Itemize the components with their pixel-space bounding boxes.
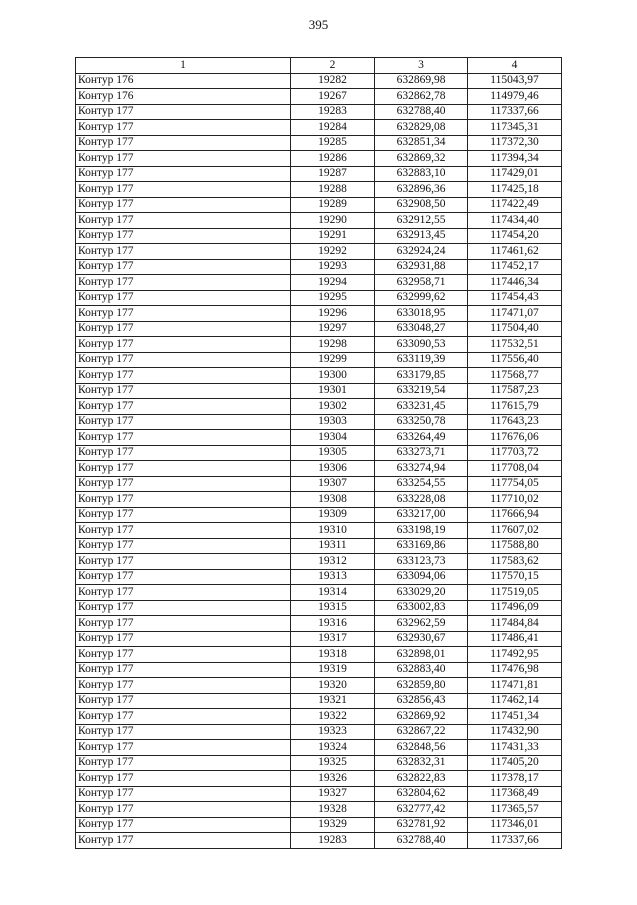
point-number-cell: 19303 xyxy=(291,414,375,430)
table-row xyxy=(76,399,562,415)
table-row xyxy=(76,554,562,570)
coordinate-x-cell: 633094,06 xyxy=(375,569,468,585)
table-row xyxy=(76,492,562,508)
point-number-cell: 19286 xyxy=(291,151,375,167)
contour-name-cell: Контур 177 xyxy=(76,120,291,136)
coordinate-x-cell: 633254,55 xyxy=(375,476,468,492)
contour-name-cell: Контур 177 xyxy=(76,151,291,167)
table-row xyxy=(76,104,562,120)
coordinate-x-cell: 632958,71 xyxy=(375,275,468,291)
coordinate-x-cell: 632898,01 xyxy=(375,647,468,663)
coordinate-y-cell: 117643,23 xyxy=(468,414,562,430)
coordinate-x-cell: 632962,59 xyxy=(375,616,468,632)
contour-name-cell: Контур 177 xyxy=(76,259,291,275)
coordinate-y-cell: 117496,09 xyxy=(468,600,562,616)
table-header xyxy=(76,58,562,74)
coordinates-table xyxy=(75,57,562,849)
point-number-cell: 19306 xyxy=(291,461,375,477)
coordinate-y-cell: 117666,94 xyxy=(468,507,562,523)
table-row xyxy=(76,616,562,632)
table-row xyxy=(76,166,562,182)
coordinate-x-cell: 633198,19 xyxy=(375,523,468,539)
contour-name-cell: Контур 177 xyxy=(76,523,291,539)
contour-name-cell: Контур 177 xyxy=(76,461,291,477)
contour-name-cell: Контур 177 xyxy=(76,182,291,198)
coordinate-x-cell: 633274,94 xyxy=(375,461,468,477)
point-number-cell: 19298 xyxy=(291,337,375,353)
point-number-cell: 19283 xyxy=(291,104,375,120)
table-row xyxy=(76,678,562,694)
column-header-4: 4 xyxy=(468,58,562,74)
coordinate-x-cell: 632869,32 xyxy=(375,151,468,167)
point-number-cell: 19314 xyxy=(291,585,375,601)
table-row xyxy=(76,383,562,399)
column-header-2: 2 xyxy=(291,58,375,74)
coordinate-y-cell: 117486,41 xyxy=(468,631,562,647)
coordinate-y-cell: 117754,05 xyxy=(468,476,562,492)
contour-name-cell: Контур 177 xyxy=(76,414,291,430)
point-number-cell: 19302 xyxy=(291,399,375,415)
table-row xyxy=(76,569,562,585)
contour-name-cell: Контур 177 xyxy=(76,352,291,368)
coordinate-x-cell: 633179,85 xyxy=(375,368,468,384)
contour-name-cell: Контур 176 xyxy=(76,73,291,89)
coordinate-y-cell: 117710,02 xyxy=(468,492,562,508)
coordinate-x-cell: 633219,54 xyxy=(375,383,468,399)
table-row xyxy=(76,89,562,105)
point-number-cell: 19299 xyxy=(291,352,375,368)
coordinate-y-cell: 117676,06 xyxy=(468,430,562,446)
table-row xyxy=(76,817,562,833)
contour-name-cell: Контур 177 xyxy=(76,833,291,849)
contour-name-cell: Контур 177 xyxy=(76,647,291,663)
coordinate-x-cell: 632848,56 xyxy=(375,740,468,756)
contour-name-cell: Контур 177 xyxy=(76,817,291,833)
table-row xyxy=(76,197,562,213)
table-row xyxy=(76,213,562,229)
coordinate-x-cell: 632788,40 xyxy=(375,104,468,120)
table-row xyxy=(76,802,562,818)
contour-name-cell: Контур 177 xyxy=(76,104,291,120)
point-number-cell: 19295 xyxy=(291,290,375,306)
point-number-cell: 19325 xyxy=(291,755,375,771)
coordinate-y-cell: 117446,34 xyxy=(468,275,562,291)
coordinate-y-cell: 117708,04 xyxy=(468,461,562,477)
coordinate-x-cell: 632867,22 xyxy=(375,724,468,740)
coordinate-y-cell: 117365,57 xyxy=(468,802,562,818)
point-number-cell: 19301 xyxy=(291,383,375,399)
coordinate-x-cell: 632851,34 xyxy=(375,135,468,151)
contour-name-cell: Контур 177 xyxy=(76,430,291,446)
contour-name-cell: Контур 177 xyxy=(76,740,291,756)
coordinate-y-cell: 117607,02 xyxy=(468,523,562,539)
point-number-cell: 19291 xyxy=(291,228,375,244)
coordinate-y-cell: 117394,34 xyxy=(468,151,562,167)
coordinate-y-cell: 114979,46 xyxy=(468,89,562,105)
contour-name-cell: Контур 177 xyxy=(76,600,291,616)
table-row xyxy=(76,476,562,492)
coordinate-x-cell: 633119,39 xyxy=(375,352,468,368)
point-number-cell: 19310 xyxy=(291,523,375,539)
contour-name-cell: Контур 177 xyxy=(76,290,291,306)
point-number-cell: 19290 xyxy=(291,213,375,229)
point-number-cell: 19308 xyxy=(291,492,375,508)
point-number-cell: 19329 xyxy=(291,817,375,833)
point-number-cell: 19327 xyxy=(291,786,375,802)
point-number-cell: 19284 xyxy=(291,120,375,136)
point-number-cell: 19294 xyxy=(291,275,375,291)
coordinate-x-cell: 633002,83 xyxy=(375,600,468,616)
contour-name-cell: Контур 177 xyxy=(76,802,291,818)
point-number-cell: 19318 xyxy=(291,647,375,663)
coordinate-x-cell: 632862,78 xyxy=(375,89,468,105)
table-row xyxy=(76,538,562,554)
point-number-cell: 19300 xyxy=(291,368,375,384)
table-row xyxy=(76,755,562,771)
contour-name-cell: Контур 177 xyxy=(76,213,291,229)
table-row xyxy=(76,135,562,151)
table-row xyxy=(76,321,562,337)
table-row xyxy=(76,151,562,167)
contour-name-cell: Контур 177 xyxy=(76,662,291,678)
coordinate-y-cell: 117588,80 xyxy=(468,538,562,554)
table-row xyxy=(76,73,562,89)
coordinate-x-cell: 633018,95 xyxy=(375,306,468,322)
coordinate-x-cell: 632822,83 xyxy=(375,771,468,787)
contour-name-cell: Контур 177 xyxy=(76,678,291,694)
point-number-cell: 19323 xyxy=(291,724,375,740)
table-row xyxy=(76,228,562,244)
coordinate-x-cell: 633090,53 xyxy=(375,337,468,353)
coordinate-y-cell: 117429,01 xyxy=(468,166,562,182)
coordinate-x-cell: 633029,20 xyxy=(375,585,468,601)
coordinate-x-cell: 632896,36 xyxy=(375,182,468,198)
coordinate-x-cell: 632913,45 xyxy=(375,228,468,244)
table-row xyxy=(76,647,562,663)
coordinate-y-cell: 117471,81 xyxy=(468,678,562,694)
table-row xyxy=(76,709,562,725)
coordinate-y-cell: 117570,15 xyxy=(468,569,562,585)
coordinate-x-cell: 632804,62 xyxy=(375,786,468,802)
coordinate-x-cell: 632930,67 xyxy=(375,631,468,647)
point-number-cell: 19321 xyxy=(291,693,375,709)
point-number-cell: 19317 xyxy=(291,631,375,647)
table-row xyxy=(76,120,562,136)
coordinate-y-cell: 117452,17 xyxy=(468,259,562,275)
page-number: 395 xyxy=(308,17,329,32)
coordinate-y-cell: 117568,77 xyxy=(468,368,562,384)
contour-name-cell: Контур 177 xyxy=(76,724,291,740)
coordinate-y-cell: 117378,17 xyxy=(468,771,562,787)
table-row xyxy=(76,244,562,260)
table-row xyxy=(76,771,562,787)
contour-name-cell: Контур 177 xyxy=(76,275,291,291)
table-row xyxy=(76,523,562,539)
column-header-3: 3 xyxy=(375,58,468,74)
contour-name-cell: Контур 177 xyxy=(76,616,291,632)
contour-name-cell: Контур 177 xyxy=(76,709,291,725)
point-number-cell: 19311 xyxy=(291,538,375,554)
coordinate-x-cell: 632856,43 xyxy=(375,693,468,709)
point-number-cell: 19297 xyxy=(291,321,375,337)
table-row xyxy=(76,414,562,430)
contour-name-cell: Контур 177 xyxy=(76,585,291,601)
contour-name-cell: Контур 177 xyxy=(76,693,291,709)
point-number-cell: 19324 xyxy=(291,740,375,756)
table-row xyxy=(76,445,562,461)
point-number-cell: 19296 xyxy=(291,306,375,322)
coordinate-x-cell: 632869,98 xyxy=(375,73,468,89)
coordinate-y-cell: 117454,43 xyxy=(468,290,562,306)
coordinate-x-cell: 633048,27 xyxy=(375,321,468,337)
coordinate-y-cell: 117532,51 xyxy=(468,337,562,353)
point-number-cell: 19282 xyxy=(291,73,375,89)
table-row xyxy=(76,585,562,601)
contour-name-cell: Контур 177 xyxy=(76,569,291,585)
coordinate-y-cell: 117703,72 xyxy=(468,445,562,461)
table-row xyxy=(76,352,562,368)
contour-name-cell: Контур 177 xyxy=(76,755,291,771)
coordinate-x-cell: 632883,10 xyxy=(375,166,468,182)
contour-name-cell: Контур 177 xyxy=(76,228,291,244)
point-number-cell: 19328 xyxy=(291,802,375,818)
coordinate-y-cell: 117615,79 xyxy=(468,399,562,415)
coordinate-y-cell: 117556,40 xyxy=(468,352,562,368)
table-row xyxy=(76,337,562,353)
coordinate-y-cell: 117346,01 xyxy=(468,817,562,833)
coordinate-x-cell: 633123,73 xyxy=(375,554,468,570)
coordinate-y-cell: 117372,30 xyxy=(468,135,562,151)
point-number-cell: 19307 xyxy=(291,476,375,492)
coordinate-y-cell: 117454,20 xyxy=(468,228,562,244)
contour-name-cell: Контур 177 xyxy=(76,244,291,260)
table-row xyxy=(76,259,562,275)
point-number-cell: 19288 xyxy=(291,182,375,198)
coordinate-y-cell: 117425,18 xyxy=(468,182,562,198)
coordinate-x-cell: 632999,62 xyxy=(375,290,468,306)
coordinate-y-cell: 115043,97 xyxy=(468,73,562,89)
contour-name-cell: Контур 177 xyxy=(76,321,291,337)
table-body xyxy=(76,73,562,848)
coordinate-x-cell: 633264,49 xyxy=(375,430,468,446)
table-row xyxy=(76,430,562,446)
contour-name-cell: Контур 176 xyxy=(76,89,291,105)
table-row xyxy=(76,275,562,291)
coordinate-x-cell: 632777,42 xyxy=(375,802,468,818)
coordinate-y-cell: 117492,95 xyxy=(468,647,562,663)
contour-name-cell: Контур 177 xyxy=(76,368,291,384)
table-row xyxy=(76,631,562,647)
coordinate-y-cell: 117345,31 xyxy=(468,120,562,136)
coordinate-y-cell: 117504,40 xyxy=(468,321,562,337)
table-row xyxy=(76,600,562,616)
coordinate-x-cell: 632859,80 xyxy=(375,678,468,694)
contour-name-cell: Контур 177 xyxy=(76,197,291,213)
coordinate-x-cell: 632829,08 xyxy=(375,120,468,136)
contour-name-cell: Контур 177 xyxy=(76,538,291,554)
point-number-cell: 19316 xyxy=(291,616,375,632)
contour-name-cell: Контур 177 xyxy=(76,399,291,415)
coordinate-x-cell: 632781,92 xyxy=(375,817,468,833)
coordinate-y-cell: 117337,66 xyxy=(468,104,562,120)
coordinate-y-cell: 117451,34 xyxy=(468,709,562,725)
contour-name-cell: Контур 177 xyxy=(76,166,291,182)
coordinate-x-cell: 632869,92 xyxy=(375,709,468,725)
point-number-cell: 19309 xyxy=(291,507,375,523)
contour-name-cell: Контур 177 xyxy=(76,771,291,787)
point-number-cell: 19326 xyxy=(291,771,375,787)
coordinate-x-cell: 632788,40 xyxy=(375,833,468,849)
coordinate-y-cell: 117484,84 xyxy=(468,616,562,632)
coordinate-x-cell: 633231,45 xyxy=(375,399,468,415)
contour-name-cell: Контур 177 xyxy=(76,492,291,508)
contour-name-cell: Контур 177 xyxy=(76,786,291,802)
coordinate-x-cell: 632912,55 xyxy=(375,213,468,229)
table-row xyxy=(76,368,562,384)
coordinate-y-cell: 117405,20 xyxy=(468,755,562,771)
table-row xyxy=(76,182,562,198)
coordinate-y-cell: 117476,98 xyxy=(468,662,562,678)
point-number-cell: 19283 xyxy=(291,833,375,849)
contour-name-cell: Контур 177 xyxy=(76,306,291,322)
point-number-cell: 19312 xyxy=(291,554,375,570)
contour-name-cell: Контур 177 xyxy=(76,337,291,353)
point-number-cell: 19319 xyxy=(291,662,375,678)
coordinate-y-cell: 117462,14 xyxy=(468,693,562,709)
contour-name-cell: Контур 177 xyxy=(76,445,291,461)
table-row xyxy=(76,786,562,802)
point-number-cell: 19292 xyxy=(291,244,375,260)
contour-name-cell: Контур 177 xyxy=(76,631,291,647)
point-number-cell: 19289 xyxy=(291,197,375,213)
coordinate-y-cell: 117461,62 xyxy=(468,244,562,260)
coordinate-x-cell: 633169,86 xyxy=(375,538,468,554)
contour-name-cell: Контур 177 xyxy=(76,554,291,570)
contour-name-cell: Контур 177 xyxy=(76,507,291,523)
table-row xyxy=(76,290,562,306)
contour-name-cell: Контур 177 xyxy=(76,135,291,151)
point-number-cell: 19313 xyxy=(291,569,375,585)
coordinate-x-cell: 633273,71 xyxy=(375,445,468,461)
coordinate-y-cell: 117431,33 xyxy=(468,740,562,756)
point-number-cell: 19320 xyxy=(291,678,375,694)
coordinate-x-cell: 632931,88 xyxy=(375,259,468,275)
coordinate-y-cell: 117519,05 xyxy=(468,585,562,601)
coordinate-y-cell: 117422,49 xyxy=(468,197,562,213)
contour-name-cell: Контур 177 xyxy=(76,476,291,492)
coordinate-y-cell: 117432,90 xyxy=(468,724,562,740)
table-row xyxy=(76,740,562,756)
table-row xyxy=(76,306,562,322)
table-row xyxy=(76,693,562,709)
coordinate-y-cell: 117583,62 xyxy=(468,554,562,570)
table-row xyxy=(76,724,562,740)
coordinate-y-cell: 117587,23 xyxy=(468,383,562,399)
table-row xyxy=(76,662,562,678)
coordinate-x-cell: 633250,78 xyxy=(375,414,468,430)
header-row xyxy=(76,58,562,74)
coordinate-y-cell: 117337,66 xyxy=(468,833,562,849)
point-number-cell: 19285 xyxy=(291,135,375,151)
coordinate-x-cell: 632908,50 xyxy=(375,197,468,213)
point-number-cell: 19267 xyxy=(291,89,375,105)
point-number-cell: 19304 xyxy=(291,430,375,446)
coordinate-y-cell: 117471,07 xyxy=(468,306,562,322)
point-number-cell: 19293 xyxy=(291,259,375,275)
point-number-cell: 19287 xyxy=(291,166,375,182)
contour-name-cell: Контур 177 xyxy=(76,383,291,399)
coordinate-x-cell: 632883,40 xyxy=(375,662,468,678)
point-number-cell: 19315 xyxy=(291,600,375,616)
table-row xyxy=(76,507,562,523)
point-number-cell: 19322 xyxy=(291,709,375,725)
coordinate-y-cell: 117434,40 xyxy=(468,213,562,229)
coordinate-x-cell: 632924,24 xyxy=(375,244,468,260)
table-row xyxy=(76,833,562,849)
point-number-cell: 19305 xyxy=(291,445,375,461)
column-header-1: 1 xyxy=(76,58,291,74)
coordinate-x-cell: 632832,31 xyxy=(375,755,468,771)
table-row xyxy=(76,461,562,477)
coordinate-x-cell: 633217,00 xyxy=(375,507,468,523)
coordinate-y-cell: 117368,49 xyxy=(468,786,562,802)
coordinate-x-cell: 633228,08 xyxy=(375,492,468,508)
